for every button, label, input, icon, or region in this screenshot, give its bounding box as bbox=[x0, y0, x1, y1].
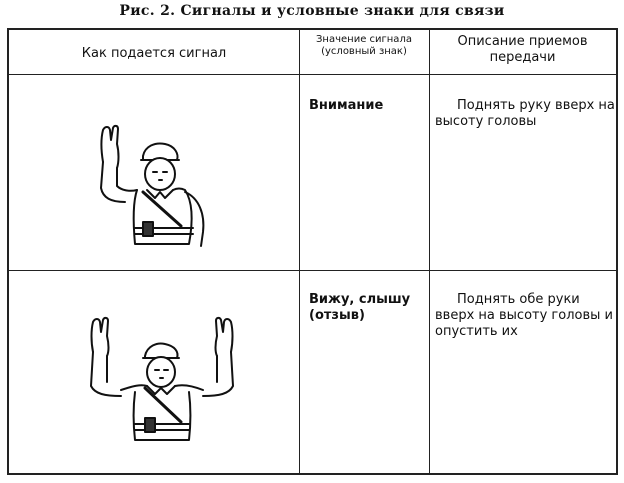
soldier-both-hands-raised-illustration bbox=[81, 316, 251, 444]
header-description: Описание приемов передачи bbox=[457, 34, 588, 65]
signals-table bbox=[7, 28, 618, 475]
row2-meaning: Вижу, слышу (отзыв) bbox=[309, 292, 411, 323]
soldier-one-hand-raised-illustration bbox=[89, 122, 219, 252]
row1-description: Поднять руку вверх на высоту головы bbox=[435, 98, 615, 129]
row2-description: Поднять обе руки вверх на высоту головы и опустить их bbox=[435, 292, 613, 339]
header-meaning: Значение сигнала (условный знак) bbox=[316, 34, 412, 57]
column-divider bbox=[429, 30, 430, 473]
header-how: Как подается сигнал bbox=[81, 46, 227, 61]
row-divider bbox=[9, 270, 616, 271]
row1-meaning: Внимание bbox=[309, 98, 384, 113]
figure-caption: Рис. 2. Сигналы и условные знаки для связи bbox=[119, 3, 505, 19]
column-divider bbox=[299, 30, 300, 473]
header-divider bbox=[9, 74, 616, 75]
